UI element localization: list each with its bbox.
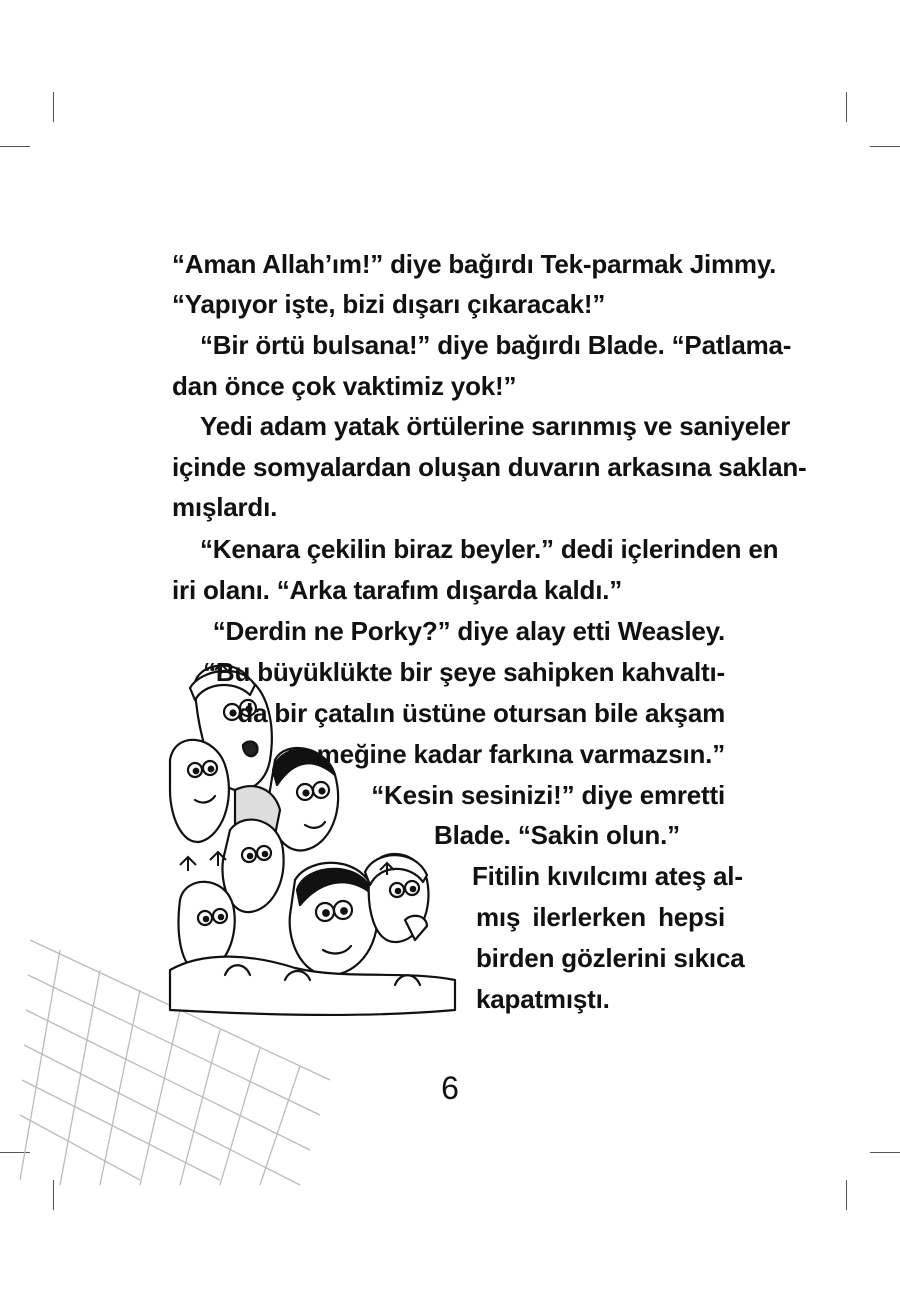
- text-line: yemeğine kadar farkına varmazsın.”: [288, 739, 725, 769]
- page-number: 6: [441, 1070, 459, 1106]
- text-line: “Derdin ne Porky?” diye alay etti Weasley.: [212, 616, 725, 646]
- text-line: “Bir örtü bulsana!” diye bağırdı Blade. “Patlama-: [200, 330, 792, 360]
- text-line: Yedi adam yatak örtülerine sarınmış ve saniyeler: [200, 411, 791, 441]
- text-line: birden gözlerini sıkıca: [476, 943, 745, 973]
- text-line: da bir çatalın üstüne otursan bile akşam: [237, 698, 725, 728]
- text-line: “Kesin sesinizi!” diye emretti: [371, 780, 725, 810]
- text-line: iri olanı. “Arka tarafım dışarda kaldı.”: [172, 575, 623, 605]
- crop-mark: [846, 92, 847, 122]
- text-line: Fitilin kıvılcımı ateş al-: [472, 861, 743, 891]
- crop-mark: [53, 92, 54, 122]
- text-line: mışlardı.: [172, 492, 278, 522]
- crop-mark: [870, 146, 900, 147]
- text-line: Blade. “Sakin olun.”: [434, 820, 680, 850]
- text-line: “Aman Allah’ım!” diye bağırdı Tek-parmak Jimmy.: [172, 249, 777, 279]
- text-line: “Kenara çekilin biraz beyler.” dedi içlerinden en: [200, 534, 779, 564]
- crop-mark: [846, 1180, 847, 1210]
- crop-mark: [0, 146, 30, 147]
- text-line: “Yapıyor işte, bizi dışarı çıkaracak!”: [172, 289, 606, 319]
- text-line: mış ilerlerken hepsi: [476, 902, 725, 932]
- text-line: “Bu büyüklükte bir şeye sahipken kahvaltı-: [203, 657, 725, 687]
- text-line: kapatmıştı.: [476, 984, 610, 1014]
- crop-mark: [870, 1152, 900, 1153]
- text-line: içinde somyalardan oluşan duvarın arkasına saklan-: [172, 452, 807, 482]
- text-line: dan önce çok vaktimiz yok!”: [172, 371, 517, 401]
